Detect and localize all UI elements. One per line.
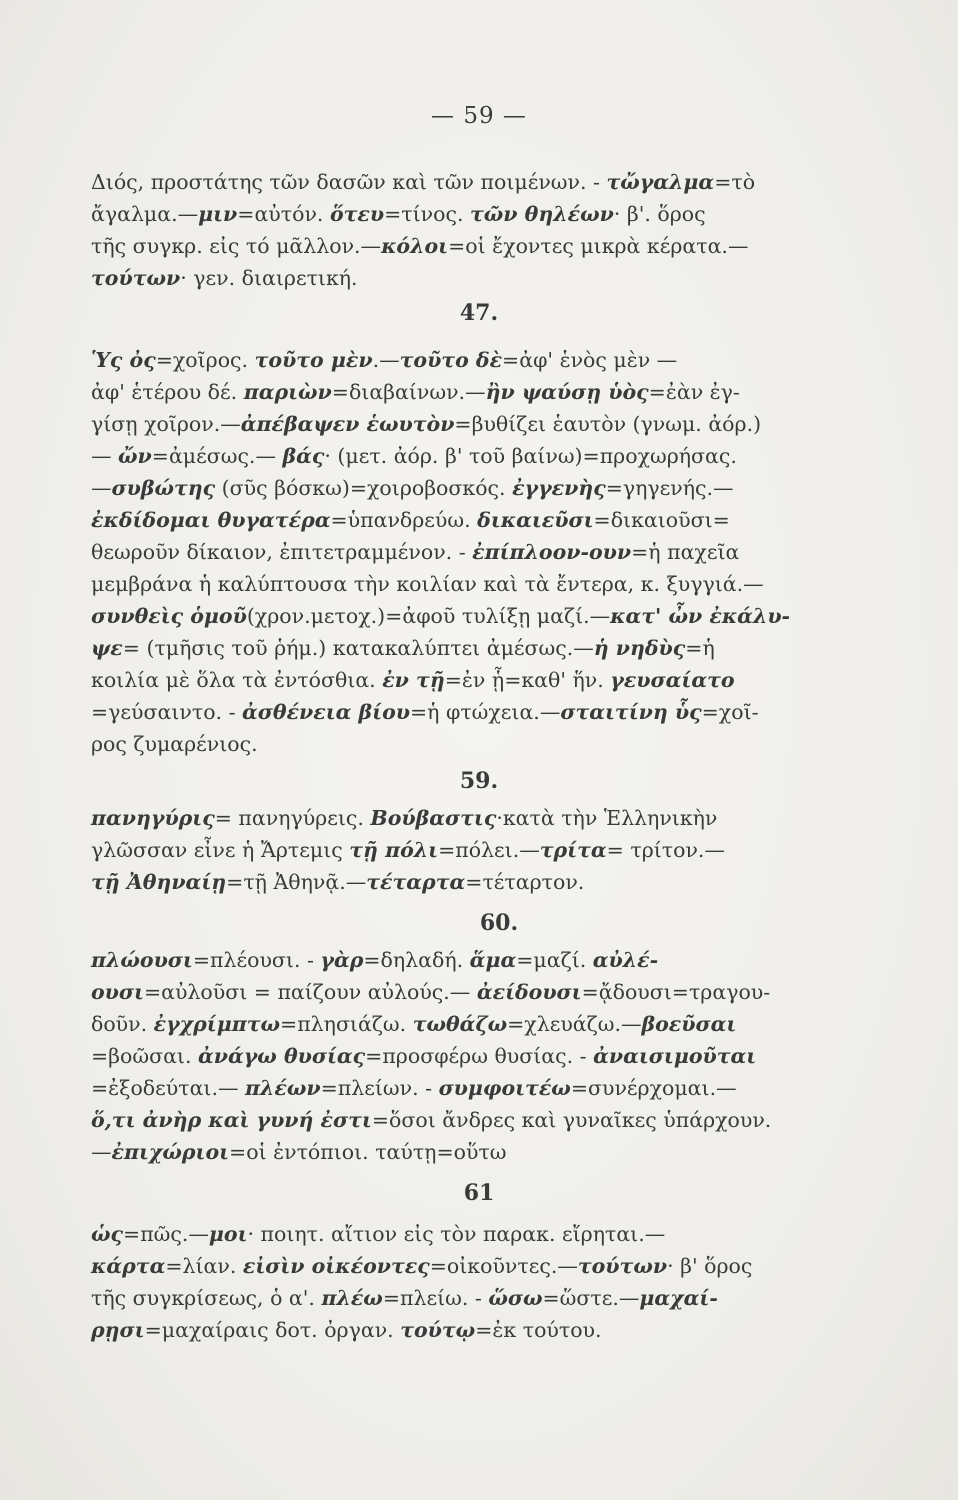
headword: βάς bbox=[282, 444, 325, 468]
gloss-text: ἄγαλμα.— bbox=[91, 202, 199, 226]
headword: ἀείδουσι bbox=[476, 980, 582, 1004]
headword: κατ' ὦν ἐκάλυ- bbox=[610, 604, 791, 628]
headword: ὥσω bbox=[488, 1286, 543, 1310]
gloss-text: =μαχαίραις δοτ. ὀργαν. bbox=[144, 1318, 401, 1342]
headword: ἐν τῇ bbox=[382, 668, 445, 692]
gloss-text: .— bbox=[372, 348, 400, 372]
gloss-text: =ἡ παχεῖα bbox=[631, 540, 740, 564]
headword: ψε bbox=[91, 636, 123, 660]
headword: παριὼν bbox=[243, 380, 332, 404]
text-line bbox=[91, 944, 831, 976]
gloss-text: =δηλαδή. bbox=[363, 948, 470, 972]
text-line bbox=[91, 504, 831, 536]
text-line bbox=[91, 262, 831, 294]
gloss-text: =αὐτόν. bbox=[237, 202, 330, 226]
gloss-text: =βοῶσαι. bbox=[91, 1044, 198, 1068]
headword: αὐλέ- bbox=[592, 948, 659, 972]
section-number: 60. bbox=[479, 910, 519, 936]
headword: ὅτευ bbox=[329, 202, 385, 226]
gloss-text: =ὥστε.— bbox=[542, 1286, 640, 1310]
text-line bbox=[91, 440, 831, 472]
gloss-text: · β'. ὅρος bbox=[613, 202, 706, 226]
gloss-text: =τίνος. bbox=[384, 202, 470, 226]
headword: τοῦτο δὲ bbox=[399, 348, 503, 372]
headword: μιν bbox=[198, 202, 238, 226]
text-line bbox=[91, 1008, 831, 1040]
gloss-text: =ὑπανδρεύω. bbox=[330, 508, 478, 532]
text-line bbox=[91, 166, 831, 198]
headword: τέταρτα bbox=[366, 870, 466, 894]
gloss-text: Διός, προστάτης τῶν δασῶν καὶ τῶν ποιμένων. - bbox=[91, 170, 607, 194]
headword: τὤγαλμα bbox=[606, 170, 715, 194]
headword: ἢν ψαύσῃ ὑὸς bbox=[485, 380, 649, 404]
headword: τῇ πόλι bbox=[349, 838, 439, 862]
text-line bbox=[91, 568, 831, 600]
text-line bbox=[91, 834, 831, 866]
headword: ἀνάγω θυσίας bbox=[198, 1044, 366, 1068]
gloss-text: δοῦν. bbox=[91, 1012, 154, 1036]
page-number: — 59 — bbox=[431, 103, 527, 129]
section-number: 47. bbox=[459, 300, 499, 326]
headword: κάρτα bbox=[91, 1254, 166, 1278]
headword: πλέων bbox=[245, 1076, 321, 1100]
text-line bbox=[91, 802, 831, 834]
headword: πλέω bbox=[321, 1286, 383, 1310]
gloss-text: · (μετ. ἀόρ. β' τοῦ βαίνω)=προχωρήσας. bbox=[324, 444, 737, 468]
headword: τωθάζω bbox=[412, 1012, 508, 1036]
gloss-text: =ἡ bbox=[685, 636, 715, 660]
gloss-text: =τὸ bbox=[714, 170, 756, 194]
text-line bbox=[91, 1282, 831, 1314]
gloss-text: τῆς συγκρ. εἰς τό μᾶλλον.— bbox=[91, 234, 382, 258]
gloss-text: (σῦς βόσκω)=χοιροβοσκός. bbox=[215, 476, 513, 500]
gloss-text: =προσφέρω θυσίας. - bbox=[365, 1044, 594, 1068]
text-line bbox=[91, 976, 831, 1008]
headword: πανηγύρις bbox=[91, 806, 215, 830]
gloss-text: =χοῖ- bbox=[701, 700, 759, 724]
gloss-text: =πῶς.— bbox=[123, 1222, 209, 1246]
text-line bbox=[91, 1104, 831, 1136]
gloss-text: =πλείων. - bbox=[320, 1076, 439, 1100]
gloss-text: · β' ὅρος bbox=[667, 1254, 753, 1278]
gloss-text: =χλευάζω.— bbox=[507, 1012, 642, 1036]
headword: ὅ,τι ἀνὴρ καὶ γυνή ἐστι bbox=[91, 1108, 372, 1132]
headword: τοῦτο μὲν bbox=[254, 348, 373, 372]
gloss-text: · ποιητ. αἴτιον εἰς τὸν παρακ. εἴρηται.— bbox=[247, 1222, 666, 1246]
gloss-text: = πανηγύρεις. bbox=[214, 806, 371, 830]
headword: ἐγχρίμπτω bbox=[153, 1012, 281, 1036]
headword: Βούβαστις bbox=[370, 806, 497, 830]
gloss-text: κοιλία μὲ ὅλα τὰ ἐντόσθια. bbox=[91, 668, 383, 692]
gloss-text: =συνέρχομαι.— bbox=[570, 1076, 737, 1100]
text-line bbox=[91, 536, 831, 568]
text-line bbox=[91, 696, 831, 728]
gloss-text: =μαζί. bbox=[516, 948, 593, 972]
gloss-text: ρος ζυμαρένιος. bbox=[91, 732, 258, 756]
gloss-text: =ἐξοδεύται.— bbox=[91, 1076, 245, 1100]
headword: ρῃσι bbox=[91, 1318, 145, 1342]
headword: ἡ νηδὺς bbox=[593, 636, 686, 660]
text-line bbox=[91, 1218, 831, 1250]
headword: γὰρ bbox=[320, 948, 364, 972]
headword: συνθεὶς ὁμοῦ bbox=[91, 604, 247, 628]
headword: ἐκδίδομαι θυγατέρα bbox=[91, 508, 331, 532]
gloss-text: =πλείω. - bbox=[382, 1286, 489, 1310]
gloss-text: =πλέουσι. - bbox=[192, 948, 321, 972]
gloss-text: =ἀφ' ἑνὸς μὲν — bbox=[502, 348, 678, 372]
headword: τούτῳ bbox=[400, 1318, 476, 1342]
headword: πλώουσι bbox=[91, 948, 193, 972]
text-line bbox=[91, 230, 831, 262]
gloss-text: =δικαιοῦσι= bbox=[593, 508, 730, 532]
gloss-text: =ᾄδουσι=τραγου- bbox=[581, 980, 771, 1004]
gloss-text: =ἀμέσως.— bbox=[151, 444, 283, 468]
text-line bbox=[91, 664, 831, 696]
gloss-text: =πλησιάζω. bbox=[280, 1012, 413, 1036]
headword: συμφοιτέω bbox=[438, 1076, 571, 1100]
headword: Ὑς ὀς bbox=[91, 348, 156, 372]
headword: ἀπέβαψεν ἑωυτὸν bbox=[240, 412, 455, 436]
gloss-text: =τέταρτον. bbox=[465, 870, 585, 894]
gloss-text: =ἐν ᾗ=καθ' ἥν. bbox=[444, 668, 611, 692]
text-line bbox=[91, 472, 831, 504]
section-number: 59. bbox=[459, 768, 499, 794]
text-line bbox=[91, 408, 831, 440]
gloss-text: = τρίτον.— bbox=[606, 838, 725, 862]
headword: ἐπίπλοον-ουν bbox=[472, 540, 632, 564]
text-line bbox=[91, 600, 831, 632]
headword: ουσι bbox=[91, 980, 144, 1004]
headword: βοεῦσαι bbox=[641, 1012, 737, 1036]
gloss-text: γλῶσσαν εἶνε ἡ Ἄρτεμις bbox=[91, 838, 350, 862]
headword: ὡς bbox=[91, 1222, 124, 1246]
headword: ὤν bbox=[118, 444, 152, 468]
gloss-text: =οἱ ἔχοντες μικρὰ κέρατα.— bbox=[448, 234, 749, 258]
gloss-text: =ἡ φτώχεια.— bbox=[410, 700, 561, 724]
text-line bbox=[91, 1040, 831, 1072]
gloss-text: =αὐλοῦσι = παίζουν αὐλούς.— bbox=[143, 980, 477, 1004]
headword: σταιτίνη ὗς bbox=[560, 700, 702, 724]
text-line bbox=[91, 728, 831, 760]
gloss-text: =οἱ ἐντόπιοι. ταύτῃ=οὕτω bbox=[229, 1140, 507, 1164]
text-line bbox=[91, 1250, 831, 1282]
gloss-text: =ὅσοι ἄνδρες καὶ γυναῖκες ὑπάρχουν. bbox=[371, 1108, 772, 1132]
headword: ἀναισιμοῦται bbox=[593, 1044, 757, 1068]
gloss-text: ·κατὰ τὴν Ἑλληνικὴν bbox=[496, 806, 718, 830]
headword: ἀσθένεια βίου bbox=[242, 700, 410, 724]
gloss-text: =γεύσαιντο. - bbox=[91, 700, 243, 724]
headword: μοι bbox=[208, 1222, 248, 1246]
gloss-text: =πόλει.— bbox=[438, 838, 540, 862]
text-line bbox=[91, 866, 831, 898]
text-line bbox=[91, 632, 831, 664]
gloss-text: = (τμῆσις τοῦ ῥήμ.) κατακαλύπτει ἀμέσως.— bbox=[122, 636, 594, 660]
headword: τούτων bbox=[577, 1254, 668, 1278]
gloss-text: (χρον.μετοχ.)=ἀφοῦ τυλίξῃ μαζί.— bbox=[246, 604, 611, 628]
headword: ἐγγενὴς bbox=[512, 476, 606, 500]
gloss-text: =βυθίζει ἑαυτὸν (γνωμ. ἀόρ.) bbox=[454, 412, 762, 436]
text-line bbox=[91, 1072, 831, 1104]
gloss-text: μεμβράνα ἡ καλύπτουσα τὴν κοιλίαν καὶ τὰ ἔντερα, κ. ξυγγιά.— bbox=[91, 572, 764, 596]
text-line bbox=[91, 198, 831, 230]
gloss-text: τῆς συγκρίσεως, ὁ α'. bbox=[91, 1286, 322, 1310]
headword: τῇ Ἀθηναίῃ bbox=[91, 870, 227, 894]
gloss-text: =οἰκοῦντες.— bbox=[429, 1254, 578, 1278]
text-line bbox=[91, 344, 831, 376]
section-number: 61 bbox=[463, 1180, 495, 1206]
headword: δικαιεῦσι bbox=[477, 508, 594, 532]
headword: γευσαίατο bbox=[610, 668, 735, 692]
text-line bbox=[91, 376, 831, 408]
headword: εἰσὶν οἰκέοντες bbox=[242, 1254, 430, 1278]
gloss-text: — bbox=[91, 1140, 112, 1164]
gloss-text: =ἐὰν ἐγ- bbox=[648, 380, 740, 404]
headword: τρίτα bbox=[539, 838, 607, 862]
headword: μαχαί- bbox=[639, 1286, 718, 1310]
gloss-text: γίσῃ χοῖρον.— bbox=[91, 412, 241, 436]
headword: ἐπιχώριοι bbox=[111, 1140, 230, 1164]
gloss-text: =ἐκ τούτου. bbox=[475, 1318, 602, 1342]
headword: τῶν θηλέων bbox=[469, 202, 614, 226]
headword: συβώτης bbox=[111, 476, 216, 500]
gloss-text: =χοῖρος. bbox=[155, 348, 255, 372]
gloss-text: — bbox=[91, 444, 119, 468]
gloss-text: =διαβαίνων.— bbox=[331, 380, 486, 404]
gloss-text: =τῇ Ἀθηνᾷ.— bbox=[226, 870, 367, 894]
text-line bbox=[91, 1314, 831, 1346]
text-line bbox=[91, 1136, 831, 1168]
gloss-text: · γεν. διαιρετική. bbox=[180, 266, 358, 290]
gloss-text: =λίαν. bbox=[165, 1254, 243, 1278]
headword: κόλοι bbox=[381, 234, 449, 258]
gloss-text: ἀφ' ἑτέρου δέ. bbox=[91, 380, 244, 404]
headword: τούτων bbox=[91, 266, 181, 290]
gloss-text: =γηγενής.— bbox=[605, 476, 734, 500]
headword: ἅμα bbox=[469, 948, 517, 972]
gloss-text: — bbox=[91, 476, 112, 500]
gloss-text: θεωροῦν δίκαιον, ἐπιτετραμμένον. - bbox=[91, 540, 473, 564]
